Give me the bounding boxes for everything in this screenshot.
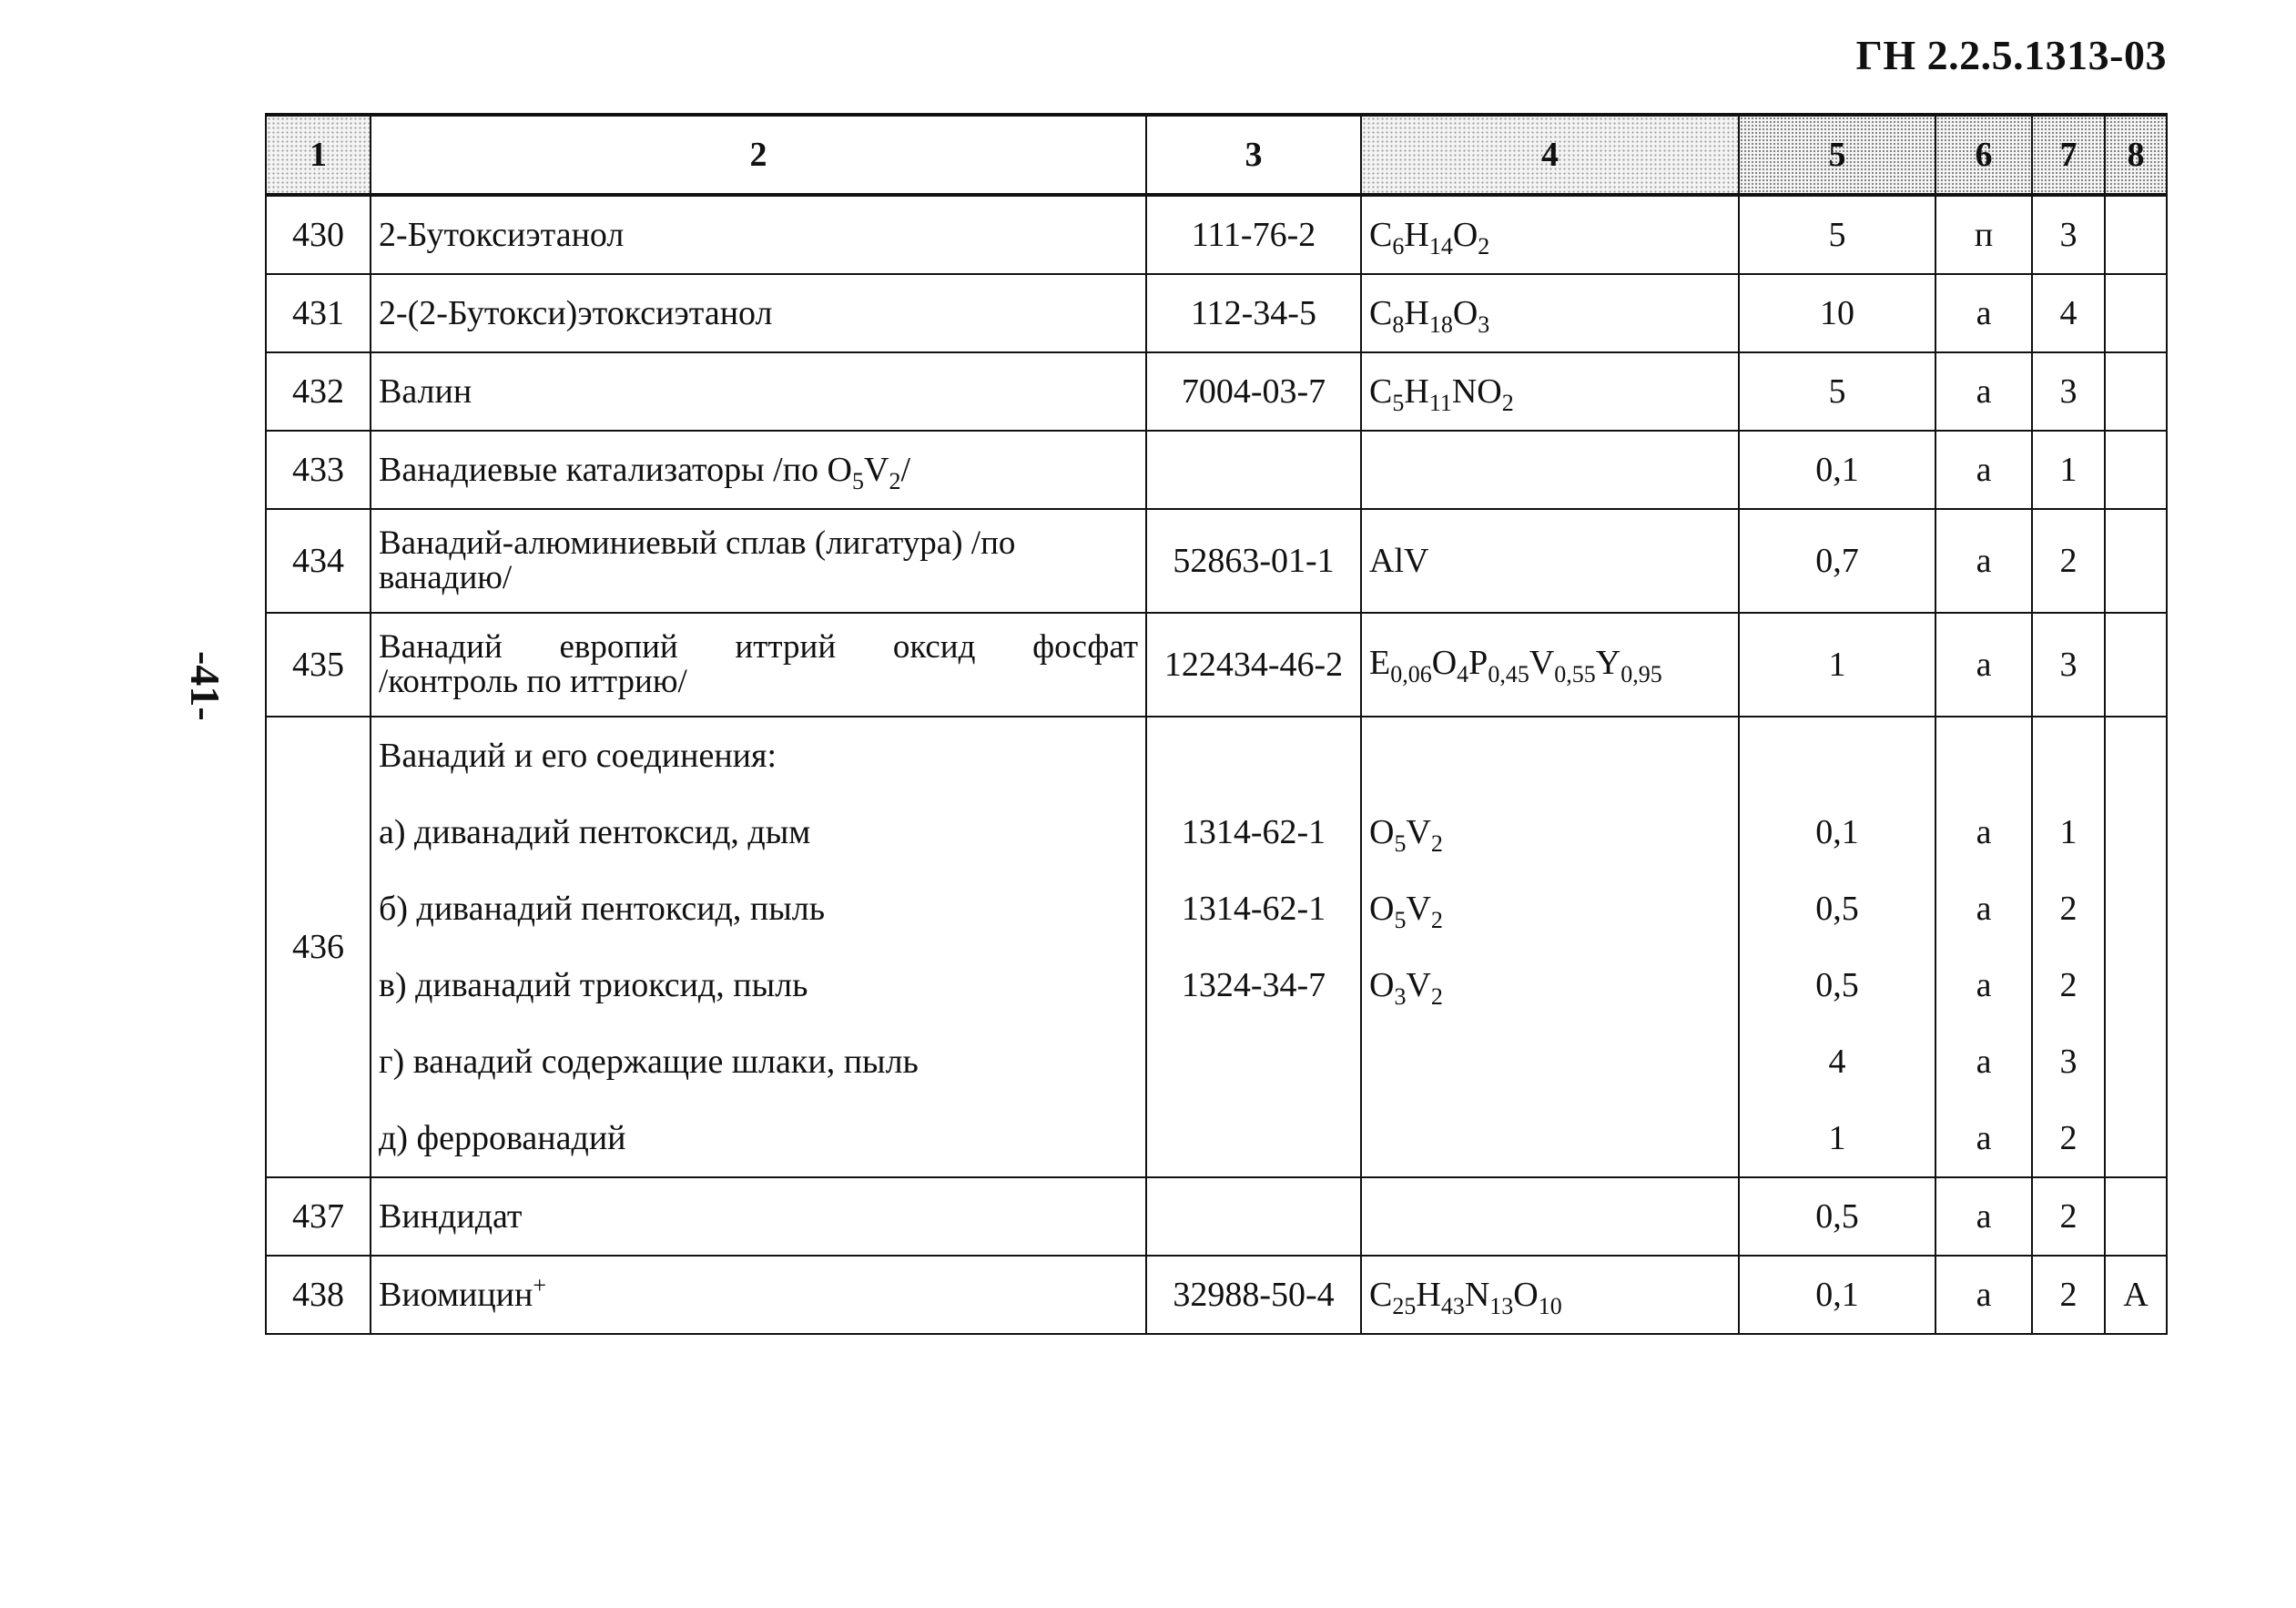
row-number: 430 (266, 195, 371, 274)
value-col8 (2105, 352, 2167, 431)
cas-number (1146, 1177, 1361, 1256)
value-col8 (2105, 509, 2167, 613)
chemical-formula (1361, 431, 1739, 509)
substance-name: Ванадий-алюминиевый сплав (лигатура) /по ванадию/ (371, 509, 1146, 613)
group-item-name: в) диванадий триоксид, пыль (371, 947, 1146, 1023)
value-col5: 0,1 (1739, 431, 1935, 509)
cas-number: 122434-46-2 (1146, 613, 1361, 717)
chemical-formula: $C_6H_{14}O_2$ (1361, 195, 1739, 274)
value-col6: а (1935, 274, 2032, 352)
group-item-row (266, 947, 2167, 1023)
value-col7: 3 (2032, 613, 2105, 717)
value-col6: а (1935, 794, 2032, 870)
value-col5: 5 (1739, 195, 1935, 274)
value-col6: а (1935, 613, 2032, 717)
value-col6: а (1935, 870, 2032, 947)
group-item-row (266, 1100, 2167, 1177)
chemical-formula: $C_8H_{18}O_3$ (1361, 274, 1739, 352)
column-header: 7 (2032, 115, 2105, 195)
value-col7: 2 (2032, 1256, 2105, 1334)
value-col7: 1 (2032, 431, 2105, 509)
chemical-formula: AlV (1361, 509, 1739, 613)
value-col8 (2105, 870, 2167, 947)
chemical-formula (1361, 717, 1739, 794)
value-col6: п (1935, 195, 2032, 274)
cas-number: 1314-62-1 (1146, 870, 1361, 947)
value-col7 (2032, 717, 2105, 794)
row-number: 433 (266, 431, 371, 509)
group-item-row (266, 794, 2167, 870)
chemical-formula: $O_5V_2$ (1361, 870, 1739, 947)
value-col5: 1 (1739, 613, 1935, 717)
chemical-formula: $O_3V_2$ (1361, 947, 1739, 1023)
cas-number: 7004-03-7 (1146, 352, 1361, 431)
column-header: 1 (266, 115, 371, 195)
table-row (266, 613, 2167, 717)
value-col7: 2 (2032, 1177, 2105, 1256)
value-col7: 4 (2032, 274, 2105, 352)
chemical-formula (1361, 1023, 1739, 1100)
column-header: 2 (371, 115, 1146, 195)
value-col5: 0,5 (1739, 947, 1935, 1023)
row-number: 438 (266, 1256, 371, 1334)
row-number: 435 (266, 613, 371, 717)
value-col6: а (1935, 1100, 2032, 1177)
cas-number: 52863-01-1 (1146, 509, 1361, 613)
value-col8 (2105, 794, 2167, 870)
value-col5: 0,5 (1739, 870, 1935, 947)
table-row (266, 431, 2167, 509)
substance-name: 2-(2-Бутокси)этоксиэтанол (371, 274, 1146, 352)
table-row (266, 195, 2167, 274)
value-col7: 2 (2032, 509, 2105, 613)
value-col7: 3 (2032, 352, 2105, 431)
group-item-name: д) феррованадий (371, 1100, 1146, 1177)
cas-number (1146, 431, 1361, 509)
column-header: 8 (2105, 115, 2167, 195)
value-col5: 10 (1739, 274, 1935, 352)
cas-number: 1324-34-7 (1146, 947, 1361, 1023)
cas-number (1146, 1100, 1361, 1177)
page-number: -41- (182, 651, 229, 721)
chemical-formula: $E_{0,06}O_4P_{0,45}V_{0,55}Y_{0,95}$ (1361, 613, 1739, 717)
value-col6 (1935, 717, 2032, 794)
value-col5: 0,5 (1739, 1177, 1935, 1256)
value-col8: А (2105, 1256, 2167, 1334)
group-item-name: г) ванадий содержащие шлаки, пыль (371, 1023, 1146, 1100)
document-code: ГН 2.2.5.1313-03 (1855, 32, 2167, 78)
column-header: 5 (1739, 115, 1935, 195)
value-col8 (2105, 1023, 2167, 1100)
value-col7: 3 (2032, 1023, 2105, 1100)
cas-number: 112-34-5 (1146, 274, 1361, 352)
value-col8 (2105, 613, 2167, 717)
cas-number: 1314-62-1 (1146, 794, 1361, 870)
cas-number: 32988-50-4 (1146, 1256, 1361, 1334)
value-col7: 3 (2032, 195, 2105, 274)
chemical-formula: $O_5V_2$ (1361, 794, 1739, 870)
value-col7: 2 (2032, 870, 2105, 947)
row-number: 436 (266, 717, 371, 1177)
substance-name: Виндидат (371, 1177, 1146, 1256)
table-row (266, 509, 2167, 613)
cas-number (1146, 717, 1361, 794)
value-col5: 4 (1739, 1023, 1935, 1100)
substance-name: Валин (371, 352, 1146, 431)
value-col6: а (1935, 1256, 2032, 1334)
value-col8 (2105, 717, 2167, 794)
substance-name: 2-Бутоксиэтанол (371, 195, 1146, 274)
group-title-row (266, 717, 2167, 794)
value-col5: 0,1 (1739, 794, 1935, 870)
table-row (266, 1256, 2167, 1334)
column-header: 4 (1361, 115, 1739, 195)
cas-number (1146, 1023, 1361, 1100)
value-col8 (2105, 1177, 2167, 1256)
group-title: Ванадий и его соединения: (371, 717, 1146, 794)
row-number: 431 (266, 274, 371, 352)
chemical-formula: $C_{25}H_{43}N_{13}O_{10}$ (1361, 1256, 1739, 1334)
substance-name: Виомицин+ (371, 1256, 1146, 1334)
value-col5: 1 (1739, 1100, 1935, 1177)
value-col5 (1739, 717, 1935, 794)
value-col7: 2 (2032, 947, 2105, 1023)
value-col8 (2105, 195, 2167, 274)
group-item-name: б) диванадий пентоксид, пыль (371, 870, 1146, 947)
group-item-row (266, 870, 2167, 947)
value-col6: а (1935, 1023, 2032, 1100)
value-col6: а (1935, 352, 2032, 431)
value-col6: а (1935, 509, 2032, 613)
value-col8 (2105, 947, 2167, 1023)
row-number: 434 (266, 509, 371, 613)
chemical-formula: $C_5H_{11}NO_2$ (1361, 352, 1739, 431)
value-col6: а (1935, 1177, 2032, 1256)
value-col8 (2105, 1100, 2167, 1177)
substance-name: Ванадий европий иттрий оксид фосфат /контроль по иттрию/ (371, 613, 1146, 717)
chemical-formula (1361, 1177, 1739, 1256)
column-header: 3 (1146, 115, 1361, 195)
value-col6: а (1935, 947, 2032, 1023)
chemical-formula (1361, 1100, 1739, 1177)
value-col5: 5 (1739, 352, 1935, 431)
table-row (266, 1177, 2167, 1256)
value-col7: 1 (2032, 794, 2105, 870)
cas-number: 111-76-2 (1146, 195, 1361, 274)
value-col8 (2105, 431, 2167, 509)
group-item-name: а) диванадий пентоксид, дым (371, 794, 1146, 870)
substance-name: Ванадиевые катализаторы /по $O_5V_2/$ (371, 431, 1146, 509)
table-header-row (266, 115, 2167, 195)
value-col6: а (1935, 431, 2032, 509)
row-number: 432 (266, 352, 371, 431)
value-col8 (2105, 274, 2167, 352)
value-col5: 0,1 (1739, 1256, 1935, 1334)
table-row (266, 352, 2167, 431)
value-col5: 0,7 (1739, 509, 1935, 613)
value-col7: 2 (2032, 1100, 2105, 1177)
row-number: 437 (266, 1177, 371, 1256)
column-header: 6 (1935, 115, 2032, 195)
table-row (266, 274, 2167, 352)
substances-table (265, 113, 2168, 1335)
group-item-row (266, 1023, 2167, 1100)
